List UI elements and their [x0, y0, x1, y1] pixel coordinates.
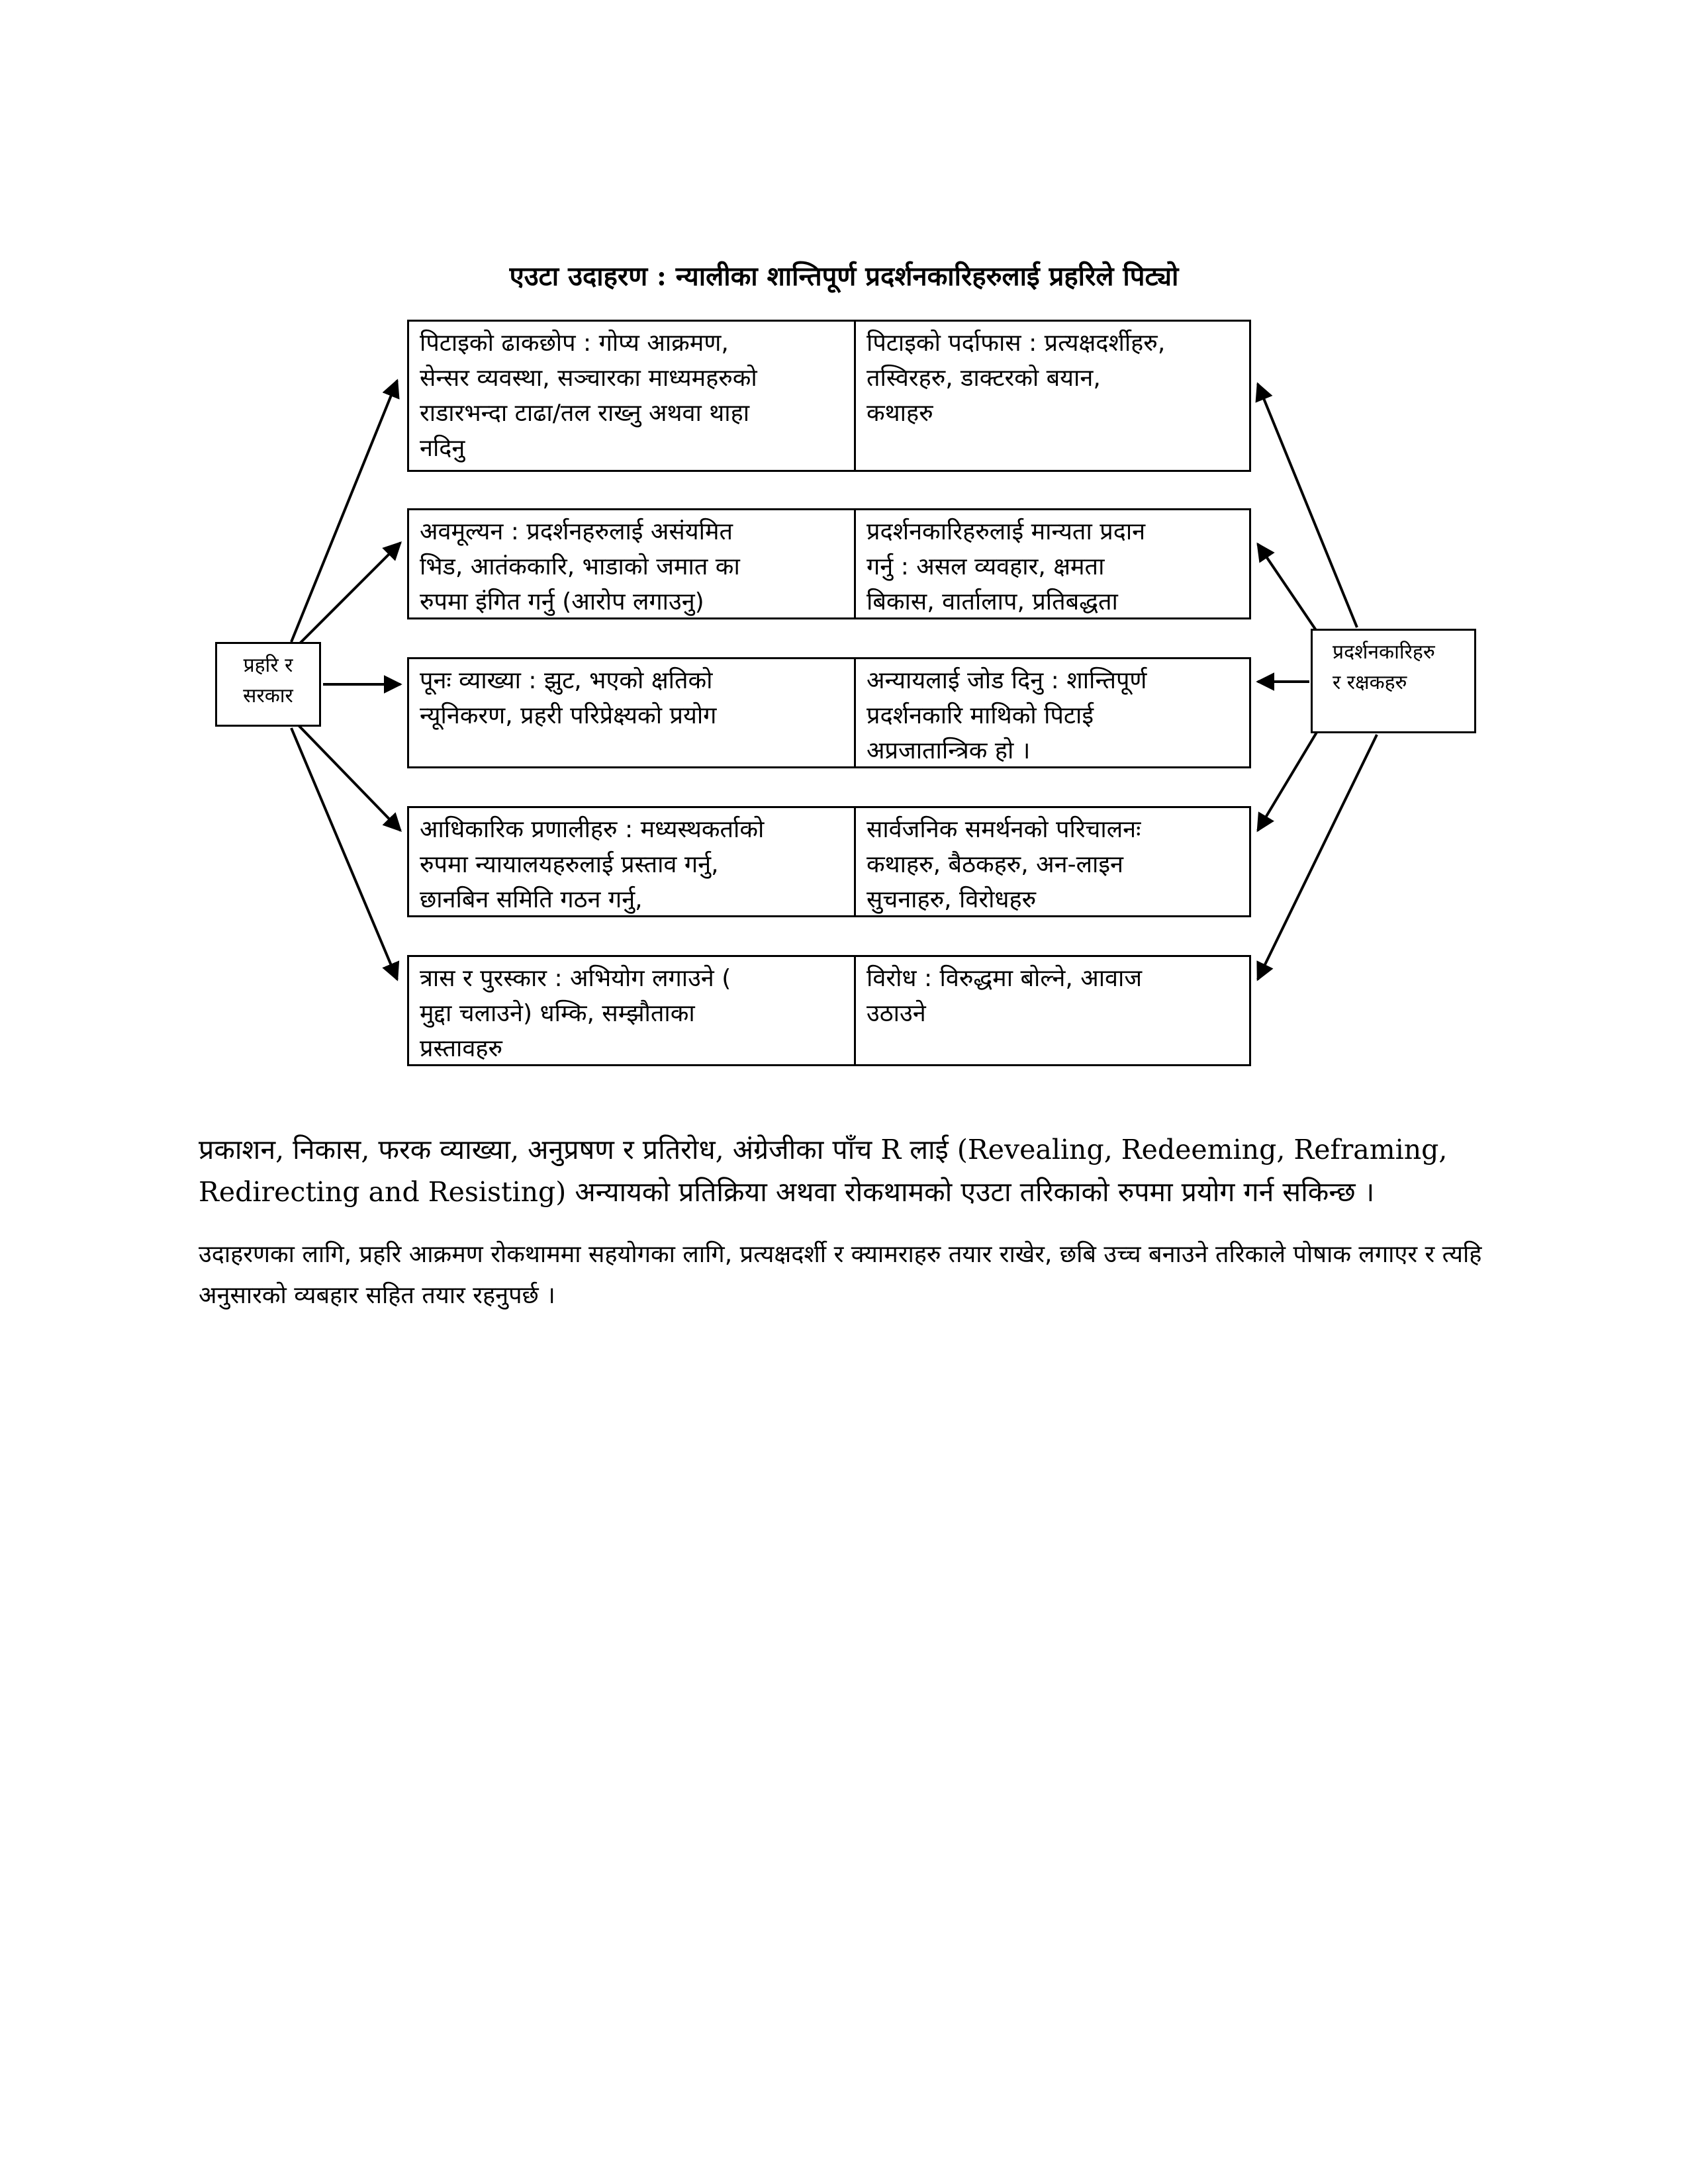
- row-1-left-line-3: राडारभन्दा टाढा/तल राख्नु अथवा थाहा: [420, 400, 750, 427]
- diagram-row-2: [407, 508, 1251, 619]
- row-4-left-line-1: आधिकारिक प्रणालीहरु : मध्यस्थकर्ताको: [420, 816, 765, 843]
- row-3-right-line-1: अन्यायलाई जोड दिनु : शान्तिपूर्ण: [867, 667, 1147, 694]
- row-5-right-line-1: विरोध : विरुद्धमा बोल्ने, आवाज: [867, 965, 1143, 992]
- row-1-left-line-2: सेन्सर व्यवस्था, सञ्चारका माध्यमहरुको: [420, 365, 757, 392]
- arrow-protesters-row-5: [1258, 735, 1377, 979]
- row-1-police-tactic: [409, 322, 856, 470]
- row-1-right-line-2: तस्विरहरु, डाक्टरको बयान,: [867, 365, 1101, 392]
- arrow-police-row-4: [298, 725, 400, 831]
- arrow-police-row-5: [291, 728, 397, 979]
- row-1-left-line-1: पिटाइको ढाकछोप : गोप्य आक्रमण,: [420, 330, 729, 357]
- row-3-left-line-2: न्यूनिकरण, प्रहरी परिप्रेक्ष्यको प्रयोग: [420, 702, 717, 729]
- row-4-right-line-3: सुचनाहरु, विरोधहरु: [867, 886, 1037, 913]
- arrow-protesters-row-1: [1258, 384, 1357, 627]
- row-3-left-line-1: पूनः व्याख्या : झुट, भएको क्षतिको: [420, 667, 713, 694]
- police-government-box: [215, 642, 321, 727]
- arrow-police-row-1: [291, 381, 397, 642]
- row-4-right-line-2: कथाहरु, बैठकहरु, अन-लाइन: [867, 851, 1124, 878]
- row-2-police-tactic: [409, 510, 856, 617]
- row-4-left-line-2: रुपमा न्यायालयहरुलाई प्रस्ताव गर्नु,: [420, 851, 719, 878]
- row-2-right-line-1: प्रदर्शनकारिहरुलाई मान्यता प्रदान: [867, 518, 1146, 545]
- row-3-right-line-3: अप्रजातान्त्रिक हो ।: [867, 737, 1031, 764]
- police-box-line-2: सरकार: [243, 684, 293, 707]
- diagram-row-1: [407, 320, 1251, 472]
- row-5-police-tactic: [409, 957, 856, 1064]
- arrow-protesters-row-2: [1258, 544, 1317, 632]
- row-5-left-line-3: प्रस्तावहरु: [420, 1035, 502, 1062]
- row-2-left-line-1: अवमूल्यन : प्रदर्शनहरुलाई असंयमित: [420, 518, 733, 545]
- row-5-left-line-1: त्रास र पुरस्कार : अभियोग लगाउने (: [420, 965, 731, 992]
- row-5-protester-response: [856, 957, 1249, 1064]
- row-2-right-line-2: गर्नु : असल व्यवहार, क्षमता: [867, 553, 1105, 580]
- row-4-left-line-3: छानबिन समिति गठन गर्नु,: [420, 886, 643, 913]
- row-3-police-tactic: [409, 659, 856, 766]
- row-2-protester-response: [856, 510, 1249, 617]
- arrow-protesters-row-4: [1258, 731, 1317, 831]
- row-2-right-line-3: बिकास, वार्तालाप, प्रतिबद्धता: [867, 588, 1118, 615]
- row-5-left-line-2: मुद्दा चलाउने) धम्कि, सम्झौताका: [420, 1000, 695, 1027]
- protesters-box-line-2: र रक्षकहरु: [1333, 671, 1407, 694]
- arrow-police-row-2: [298, 543, 400, 645]
- row-1-right-line-3: कथाहरु: [867, 400, 933, 427]
- row-3-right-line-2: प्रदर्शनकारि माथिको पिटाई: [867, 702, 1094, 729]
- row-4-protester-response: [856, 808, 1249, 915]
- row-4-right-line-1: सार्वजनिक समर्थनको परिचालनः: [867, 816, 1141, 843]
- protesters-defenders-box: [1311, 629, 1476, 733]
- row-1-protester-response: [856, 322, 1249, 470]
- row-5-right-line-2: उठाउने: [867, 1000, 926, 1027]
- diagram-row-4: [407, 806, 1251, 917]
- row-2-left-line-3: रुपमा इंगित गर्नु (आरोप लगाउनु): [420, 588, 704, 615]
- row-1-right-line-1: पिटाइको पर्दाफास : प्रत्यक्षदर्शीहरु,: [867, 330, 1166, 357]
- row-1-left-line-4: नदिनु: [420, 435, 465, 462]
- row-4-police-tactic: [409, 808, 856, 915]
- diagram-row-5: [407, 955, 1251, 1066]
- diagram-title: एउटा उदाहरण : न्यालीका शान्तिपूर्ण प्रदर्शनकारिहरुलाई प्रहरिले पिट्यो: [509, 261, 1179, 292]
- paragraph-five-r: प्रकाशन, निकास, फरक व्याख्या, अनुप्रषण र प्रतिरोध, अंग्रेजीका पाँच R लाई (Revealing, Redeeming, Reframing, Redirecting and Resisting) अन्यायको प्रतिक्रिया अथवा रोकथामको एउटा तरिकाको रुपमा प्रयोग गर्न सकिन्छ ।: [199, 1134, 1448, 1208]
- row-2-left-line-2: भिड, आतंककारि, भाडाको जमात का: [420, 553, 740, 580]
- paragraph-example: उदाहरणका लागि, प्रहरि आक्रमण रोकथाममा सहयोगका लागि, प्रत्यक्षदर्शी र क्यामराहरु तयार राखेर, छबि उच्च बनाउने तरिकाले पोषाक लगाएर र त्यहि अनुसारको व्यबहार सहित तयार रहनुपर्छ ।: [199, 1241, 1482, 1309]
- row-3-protester-response: [856, 659, 1249, 766]
- protesters-box-line-1: प्रदर्शनकारिहरु: [1333, 641, 1435, 664]
- police-box-line-1: प्रहरि र: [243, 654, 293, 677]
- diagram-row-3: [407, 657, 1251, 768]
